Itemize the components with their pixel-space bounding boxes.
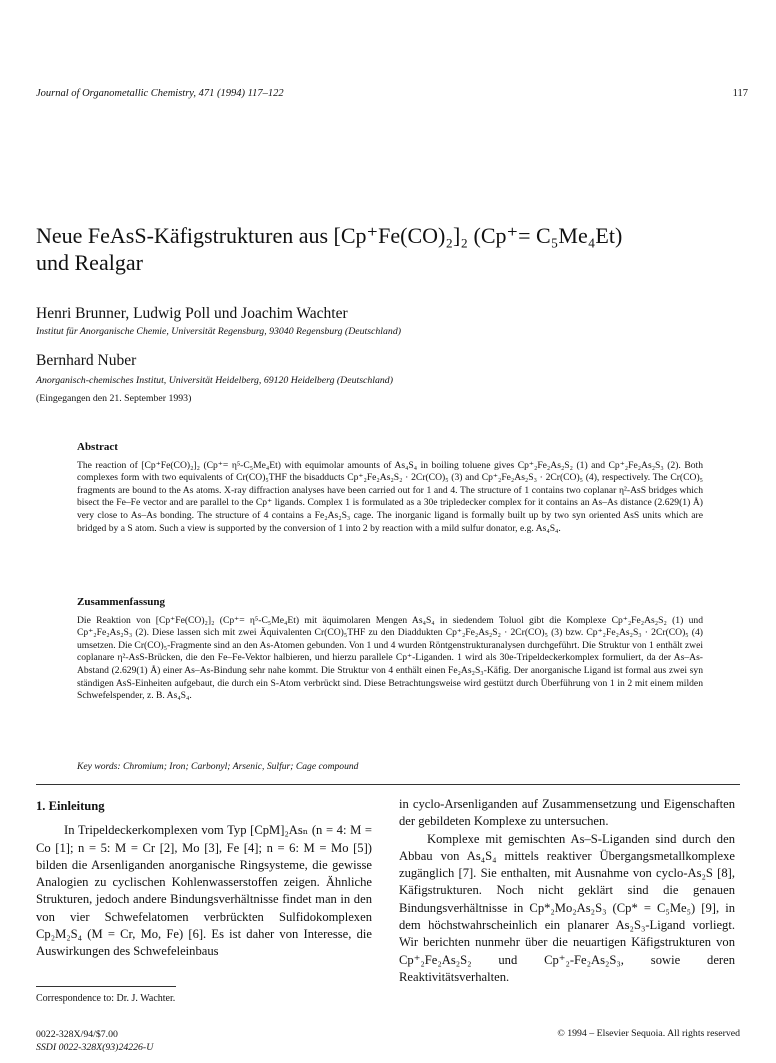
title-line-2: und Realgar xyxy=(36,250,143,275)
received-date: (Eingegangen den 21. September 1993) xyxy=(36,393,192,404)
zusammenfassung-heading: Zusammenfassung xyxy=(77,596,166,608)
left-column xyxy=(36,798,372,961)
author-group-1: Henri Brunner, Ludwig Poll und Joachim Wachter xyxy=(36,305,348,322)
affiliation-2: Anorganisch-chemisches Institut, Universität Heidelberg, 69120 Heidelberg (Deutschland) xyxy=(36,375,393,386)
abstract-text: The reaction of [Cp⁺Fe(CO)₂]₂ (Cp⁺= η⁵-C₅Me₄Et) with equimolar amounts of As₄S₄ in boiling toluene gives Cp⁺₂Fe₂As₂S₂ (1) and Cp⁺₂Fe₂As₂S₃ (2). Both complexes form with two equivalents of Cr(CO)₅THF the bisadducts Cp⁺₂Fe₂As₂S₂ · 2Cr(CO)₅ (3) and Cp⁺₂Fe₂As₂S₃ · 2Cr(CO)₅ (4), respectively. The Cr(CO)₅ fragments are bound to the As atoms. X-ray diffraction analyses have been carried out for 1 and 4. The structure of 1 contains two coplanar η²-AsS bridges which bisect the Fe–Fe vector and are parallel to the Cp⁺ ligands. Complex 1 is formulated as a 30e tripledecker complex for it contains an As–As distance (2.629(1) Å) very close to As–As bonding. The structure of 4 contains a Fe₂As₂S₃ cage. The inorganic ligand is formally built up by two syn oriented AsS units which are bridged by a S atom. Such a view is supported by the conversion of 1 into 2 by reaction with a mild sulfur donator, e.g. As₄S₄. xyxy=(77,459,703,534)
right-column xyxy=(399,796,735,986)
zusammenfassung-section xyxy=(77,596,703,703)
page-number: 117 xyxy=(732,88,748,99)
intro-paragraph-continued: in cyclo-Arsenliganden auf Zusammensetzung und Eigenschaften der gebildeten Komplexe zu untersuchen. xyxy=(399,797,735,829)
intro-paragraph-2: Komplexe mit gemischten As–S-Liganden sind durch den Abbau von As₄S₄ mittels reaktiver Übergangsmetallkomplexe zugänglich [7]. Sie enthalten, mit Ausnahme von cyclo-As₂S [8], Käfigstrukturen. Noch nicht geklärt sind die genauen Bindungsverhältnisse in Cp*₂Mo₂As₂S₃ (Cp* = C₅Me₅) [9], in dem höchstwahrscheinlich ein planarer As₂S₃-Ligand vorliegt. Wir berichten nunmehr über die neuartigen Käfigstrukturen von Cp⁺₂Fe₂As₂S₂ und Cp⁺₂-Fe₂As₂S₃, sowie deren Reaktivitätsverhalten. xyxy=(399,831,735,984)
article-title xyxy=(36,222,736,276)
copyright-notice: © 1994 – Elsevier Sequoia. All rights reserved xyxy=(557,1028,740,1039)
journal-citation xyxy=(36,88,748,99)
journal-name: Journal of Organometallic Chemistry, 471 (1994) 117–122 xyxy=(36,88,284,99)
correspondence-footnote: Correspondence to: Dr. J. Wachter. xyxy=(36,993,176,1004)
issn-price: 0022-328X/94/$7.00 xyxy=(36,1029,118,1040)
issn-block xyxy=(36,1028,153,1054)
abstract-heading: Abstract xyxy=(77,441,118,453)
title-line-1: Neue FeAsS-Käfigstrukturen aus [Cp⁺Fe(CO)₂]₂ (Cp⁺= C₅Me₄Et) xyxy=(36,223,623,248)
author-group-2: Bernhard Nuber xyxy=(36,352,137,369)
intro-paragraph-1: In Tripeldeckerkomplexen vom Typ [CpM]₂Asₙ (n = 4: M = Co [1]; n = 5: M = Cr [2], Mo [3], Fe [4]; n = 6: M = Mo [5]) bilden die Arsenliganden anorganische Ringsysteme, die gewisse Analogien zu cyclischen Kohlenwasserstoffen zeigen. Ähnliche Strukturen, jedoch andere Bindungsverhältnisse findet man in den von vier Schwefelatomen verbrückten Sulfidokomplexen Cp₂M₂S₄ (M = Cr, Mo, Fe) [6]. Es ist daher von Interesse, die Auswirkungen des Schwefeleinbaus xyxy=(36,823,372,959)
section-heading: 1. Einleitung xyxy=(36,799,105,813)
zusammenfassung-text: Die Reaktion von [Cp⁺Fe(CO)₂]₂ (Cp⁺= η⁵-C₅Me₄Et) mit äquimolaren Mengen As₄S₄ in siedendem Toluol gibt die Komplexe Cp⁺₂Fe₂As₂S₂ (1) und Cp⁺₂Fe₂As₂S₃ (2). Diese lassen sich mit zwei Äquivalenten Cr(CO)₅THF zu den Diaddukten Cp⁺₂Fe₂As₂S₂ · 2Cr(CO)₅ (3) bzw. Cp⁺₂Fe₂As₂S₃ · 2Cr(CO)₅ (4) umsetzen. Die Cr(CO)₅-Fragmente sind an den As-Atomen gebunden. Von 1 und 4 wurden Röntgenstrukturanalysen durchgeführt. Die Struktur von 1 enthält zwei coplanare η²-AsS-Brücken, die den Fe–Fe-Vektor halbieren, und hierzu parallele Cp⁺-Liganden. 1 wird als 30e-Tripeldeckerkomplex formuliert, da der As–As-Abstand (2.629(1) Å) einer As–As-Bindung sehr nahe kommt. Die Struktur von 4 enthält einen Fe₂As₂S₃-Käfig. Der anorganische Ligand ist formal aus zwei syn ständigen AsS-Einheiten aufgebaut, die durch ein S-Atom verbrückt sind. Diese Betrachtungsweise wird gestützt durch Überführung von 1 in 2 mit einem milden Schwefelspender, z. B. As₄S₄. xyxy=(77,614,703,702)
section-divider xyxy=(36,784,740,785)
footnote-divider xyxy=(36,986,176,987)
affiliation-1: Institut für Anorganische Chemie, Universität Regensburg, 93040 Regensburg (Deutschland) xyxy=(36,326,401,337)
abstract-section xyxy=(77,441,703,535)
keywords: Key words: Chromium; Iron; Carbonyl; Arsenic, Sulfur; Cage compound xyxy=(77,761,359,772)
ssdi-code: SSDI 0022-328X(93)24226-U xyxy=(36,1042,154,1053)
